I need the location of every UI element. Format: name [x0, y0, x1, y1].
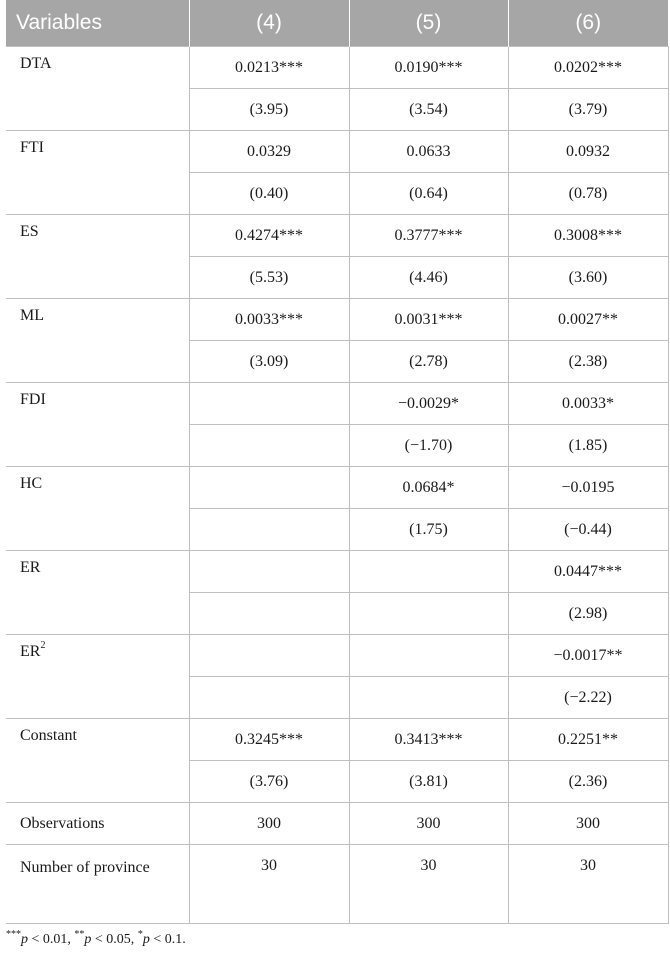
coefficient-cell: 0.2251** [508, 719, 668, 761]
variable-name [6, 467, 189, 551]
table-row [6, 131, 668, 173]
header-model-5: (5) [349, 0, 508, 47]
t-stat-cell: (−0.44) [508, 509, 668, 551]
coefficient-cell: 0.0033*** [189, 299, 349, 341]
variable-name [6, 551, 189, 635]
t-stat-cell [189, 593, 349, 635]
table-row [6, 383, 668, 425]
t-stat-cell: (3.54) [349, 89, 508, 131]
coefficient-cell: 0.3777*** [349, 215, 508, 257]
variable-label: Constant [20, 727, 77, 744]
table-row [6, 467, 668, 509]
t-stat-cell: (3.09) [189, 341, 349, 383]
t-stat-cell: (3.79) [508, 89, 668, 131]
t-stat-cell: (3.60) [508, 257, 668, 299]
coefficient-cell [349, 635, 508, 677]
t-stat-cell: (4.46) [349, 257, 508, 299]
header-model-4: (4) [189, 0, 349, 47]
t-stat-cell: (3.76) [189, 761, 349, 803]
t-stat-cell: (0.78) [508, 173, 668, 215]
t-stat-cell: (1.75) [349, 509, 508, 551]
t-stat-cell: (3.95) [189, 89, 349, 131]
table-row [6, 299, 668, 341]
t-stat-cell [189, 677, 349, 719]
coefficient-cell [189, 551, 349, 593]
coefficient-cell: −0.0017** [508, 635, 668, 677]
stats-row [6, 803, 668, 845]
t-stat-cell: (0.40) [189, 173, 349, 215]
t-stat-cell [189, 425, 349, 467]
stat-value: 30 [189, 845, 349, 924]
coefficient-cell: 0.0190*** [349, 47, 508, 89]
coefficient-cell [189, 467, 349, 509]
variable-name [6, 635, 189, 719]
variable-label: FDI [20, 391, 46, 408]
coefficient-cell: 0.0213*** [189, 47, 349, 89]
variable-name [6, 719, 189, 803]
t-stat-cell: (−2.22) [508, 677, 668, 719]
coefficient-cell: 0.0033* [508, 383, 668, 425]
coefficient-cell: 0.3245*** [189, 719, 349, 761]
stat-value: 300 [508, 803, 668, 845]
t-stat-cell: (3.81) [349, 761, 508, 803]
header-model-6: (6) [508, 0, 668, 47]
table-row [6, 551, 668, 593]
coefficient-cell: 0.0027** [508, 299, 668, 341]
variable-label: FTI [20, 139, 44, 156]
coefficient-cell: −0.0195 [508, 467, 668, 509]
t-stat-cell [349, 593, 508, 635]
stat-name: Observations [6, 803, 189, 845]
stats-row [6, 845, 668, 924]
t-stat-cell: (0.64) [349, 173, 508, 215]
table-row [6, 635, 668, 677]
header-variables: Variables [6, 0, 189, 47]
table-row [6, 215, 668, 257]
t-stat-cell: (−1.70) [349, 425, 508, 467]
stat-value: 300 [189, 803, 349, 845]
variable-name [6, 383, 189, 467]
table-body [6, 47, 668, 924]
coefficient-cell: 0.0031*** [349, 299, 508, 341]
coefficient-cell: 0.0684* [349, 467, 508, 509]
variable-label: ER [20, 559, 41, 576]
variable-label: ML [20, 307, 44, 324]
variable-label: DTA [20, 55, 52, 72]
t-stat-cell: (5.53) [189, 257, 349, 299]
t-stat-cell [189, 509, 349, 551]
t-stat-cell: (2.36) [508, 761, 668, 803]
t-stat-cell: (2.98) [508, 593, 668, 635]
t-stat-cell: (2.38) [508, 341, 668, 383]
coefficient-cell: 0.0932 [508, 131, 668, 173]
variable-name [6, 131, 189, 215]
t-stat-cell [349, 677, 508, 719]
coefficient-cell: 0.0633 [349, 131, 508, 173]
t-stat-cell: (2.78) [349, 341, 508, 383]
coefficient-cell: 0.3008*** [508, 215, 668, 257]
stat-value: 30 [508, 845, 668, 924]
coefficient-cell: −0.0029* [349, 383, 508, 425]
header-row [6, 0, 668, 47]
significance-note: ***p < 0.01, **p < 0.05, *p < 0.1. [6, 929, 186, 947]
stat-value: 300 [349, 803, 508, 845]
variable-name [6, 215, 189, 299]
coefficient-cell [189, 383, 349, 425]
coefficient-cell: 0.0329 [189, 131, 349, 173]
coefficient-cell [349, 551, 508, 593]
coefficient-cell: 0.4274*** [189, 215, 349, 257]
variable-label: HC [20, 475, 43, 492]
coefficient-cell: 0.0202*** [508, 47, 668, 89]
regression-table [6, 0, 669, 924]
table-row [6, 719, 668, 761]
stat-value: 30 [349, 845, 508, 924]
variable-name [6, 47, 189, 131]
variable-label: ES [20, 223, 39, 240]
stat-name: Number of province [6, 845, 189, 924]
coefficient-cell [189, 635, 349, 677]
variable-name [6, 299, 189, 383]
coefficient-cell: 0.0447*** [508, 551, 668, 593]
t-stat-cell: (1.85) [508, 425, 668, 467]
coefficient-cell: 0.3413*** [349, 719, 508, 761]
table-row [6, 47, 668, 89]
variable-superscript: 2 [40, 640, 46, 651]
variable-label: ER [20, 643, 41, 660]
